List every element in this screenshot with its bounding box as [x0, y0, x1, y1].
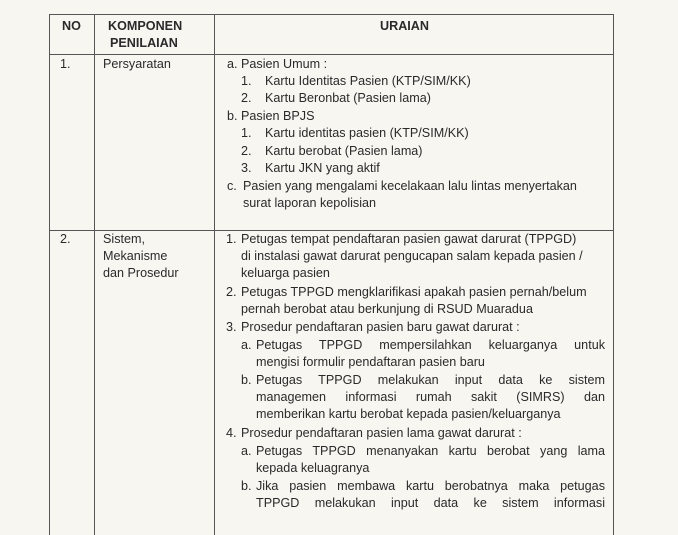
- row2-p4b-line2: TPPGD melakukan input data ke sistem informasi: [256, 496, 605, 510]
- row2-p4b-marker: b.: [241, 479, 252, 493]
- header-komponen: KOMPONEN: [108, 19, 183, 33]
- row1-b3-number: 3.: [241, 161, 252, 175]
- row2-p1-line2: di instalasi gawat darurat pengucapan salam kepada pasien /: [241, 249, 583, 263]
- row1-b-marker: b.: [227, 109, 238, 123]
- row2-p4a-marker: a.: [241, 444, 252, 458]
- row1-a1-number: 1.: [241, 74, 252, 88]
- row1-b2-number: 2.: [241, 144, 252, 158]
- row2-no: 2.: [60, 232, 71, 246]
- row2-p3a-line2: mengisi formulir pendaftaran pasien baru: [256, 355, 485, 369]
- row2-p4b-line1: Jika pasien membawa kartu berobatnya maka petugas: [256, 479, 605, 493]
- row2-p2-line2: pernah berobat atau berkunjung di RSUD Muaradua: [241, 302, 533, 316]
- row1-komponen: Persyaratan: [103, 57, 171, 71]
- header-divider: [50, 54, 613, 55]
- row1-a-title: Pasien Umum :: [241, 57, 328, 71]
- row1-c-line1: Pasien yang mengalami kecelakaan lalu lintas menyertakan: [243, 179, 577, 193]
- row2-komponen-line2: Mekanisme: [103, 249, 168, 263]
- row1-a-marker: a.: [227, 57, 238, 71]
- row2-p3b-line2: managemen informasi rumah sakit (SIMRS) dan: [256, 390, 605, 404]
- header-no: NO: [62, 19, 81, 33]
- row1-c-marker: c.: [227, 179, 237, 193]
- row2-p4a-line2: kepada keluagranya: [256, 461, 370, 475]
- column-divider-2: [214, 15, 215, 535]
- row2-p3b-line1: Petugas TPPGD melakukan input data ke sistem: [256, 373, 605, 387]
- row2-komponen-line3: dan Prosedur: [103, 266, 179, 280]
- row2-p3b-marker: b.: [241, 373, 252, 387]
- row1-b-title: Pasien BPJS: [241, 109, 315, 123]
- row2-p2-line1: Petugas TPPGD mengklarifikasi apakah pasien pernah/belum: [241, 285, 587, 299]
- row1-b3-text: Kartu JKN yang aktif: [265, 161, 380, 175]
- row2-p3-number: 3.: [226, 320, 237, 334]
- row1-b1-text: Kartu identitas pasien (KTP/SIM/KK): [265, 126, 469, 140]
- row1-no: 1.: [60, 57, 71, 71]
- row2-p2-number: 2.: [226, 285, 237, 299]
- row1-c-line2: surat laporan kepolisian: [243, 196, 377, 210]
- row1-a2-number: 2.: [241, 91, 252, 105]
- row2-p1-number: 1.: [226, 232, 237, 246]
- row2-p3-line1: Prosedur pendaftaran pasien baru gawat darurat :: [241, 320, 520, 334]
- row1-a2-text: Kartu Beronbat (Pasien lama): [265, 91, 431, 105]
- row2-p3a-line1: Petugas TPPGD mempersilahkan keluarganya untuk: [256, 338, 605, 352]
- row2-p1-line1: Petugas tempat pendaftaran pasien gawat darurat (TPPGD): [241, 232, 577, 246]
- row2-komponen-line1: Sistem,: [103, 232, 145, 246]
- row2-p3a-marker: a.: [241, 338, 252, 352]
- row1-b2-text: Kartu berobat (Pasien lama): [265, 144, 423, 158]
- row1-b1-number: 1.: [241, 126, 252, 140]
- row2-p1-line3: keluarga pasien: [241, 266, 330, 280]
- row2-p4-line1: Prosedur pendaftaran pasien lama gawat darurat :: [241, 426, 522, 440]
- row2-p4a-line1: Petugas TPPGD menanyakan kartu berobat yang lama: [256, 444, 605, 458]
- row2-p3b-line3: memberikan kartu berobat kepada pasien/keluarganya: [256, 407, 561, 421]
- column-divider-1: [94, 15, 95, 535]
- row2-p4-number: 4.: [226, 426, 237, 440]
- header-penilaian: PENILAIAN: [110, 36, 178, 50]
- row1-a1-text: Kartu Identitas Pasien (KTP/SIM/KK): [265, 74, 471, 88]
- header-uraian: URAIAN: [380, 19, 429, 33]
